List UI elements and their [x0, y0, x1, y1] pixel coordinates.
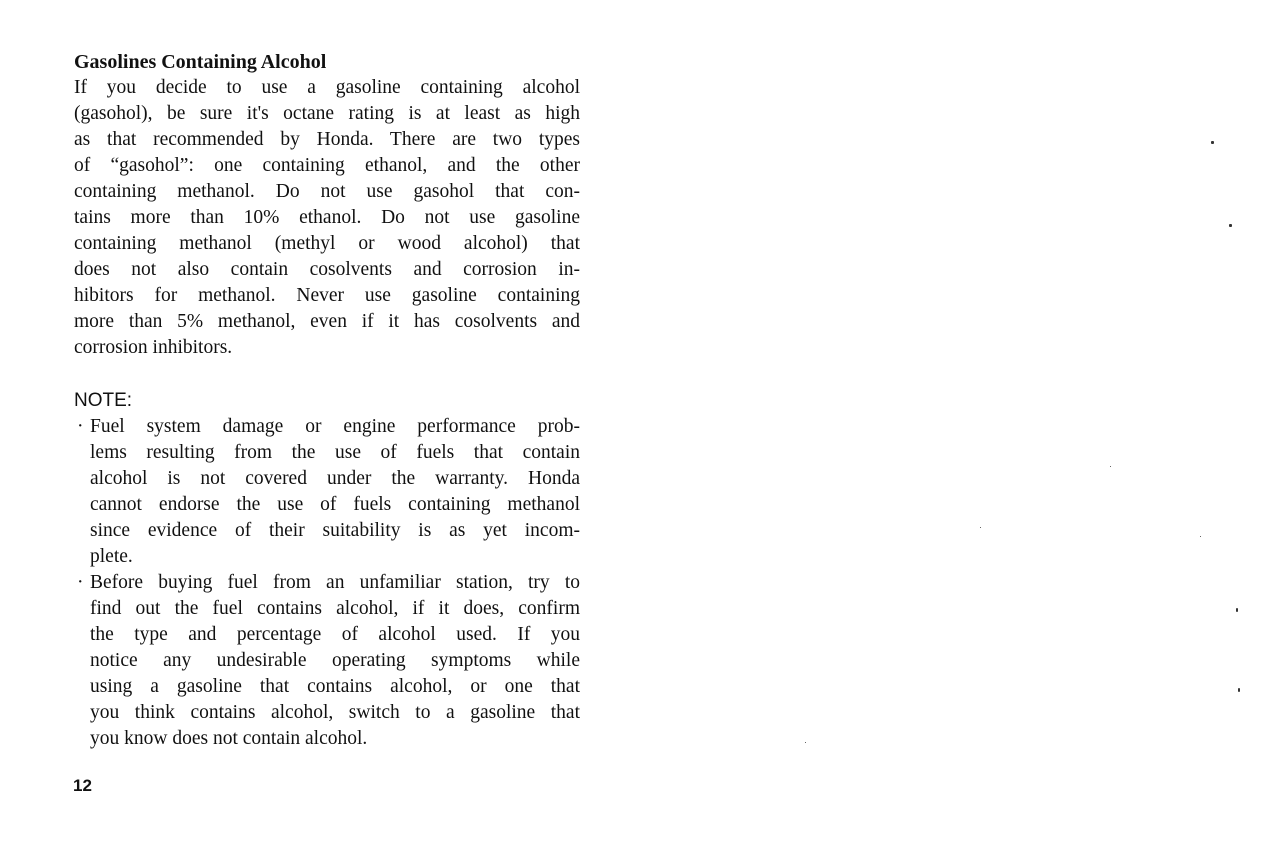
note-line: lems resulting from the use of fuels that contain [90, 442, 580, 463]
note-line: since evidence of their suitability is as yet incom- [90, 520, 580, 541]
scan-speck [1211, 141, 1214, 144]
bullet-dot-icon: · [77, 572, 84, 593]
scan-speck [1229, 224, 1232, 227]
paragraph-line: (gasohol), be sure it's octane rating is at least as high [74, 103, 580, 124]
note-list [74, 414, 580, 752]
paragraph-line: containing methanol (methyl or wood alcohol) that [74, 233, 580, 254]
note-line: Fuel system damage or engine performance prob- [90, 416, 580, 437]
scan-speck [1200, 536, 1201, 537]
paragraph-line: as that recommended by Honda. There are two types [74, 129, 580, 150]
note-item [74, 570, 580, 752]
paragraph-line: tains more than 10% ethanol. Do not use gasoline [74, 207, 580, 228]
section-paragraph [74, 75, 580, 361]
note-title: NOTE: [74, 390, 133, 411]
paragraph-line: hibitors for methanol. Never use gasoline containing [74, 285, 580, 306]
note-line: plete. [90, 546, 133, 567]
paragraph-line: of “gasohol”: one containing ethanol, and the other [74, 155, 580, 176]
paragraph-line: corrosion inhibitors. [74, 337, 233, 358]
note-line: find out the fuel contains alcohol, if it does, confirm [90, 598, 580, 619]
bullet-dot-icon: · [77, 416, 84, 437]
scan-speck [805, 742, 806, 743]
note-line: Before buying fuel from an unfamiliar station, try to [90, 572, 580, 593]
paragraph-line: more than 5% methanol, even if it has cosolvents and [74, 311, 580, 332]
note-line: notice any undesirable operating symptoms while [90, 650, 580, 671]
paragraph-line: If you decide to use a gasoline containing alcohol [74, 77, 580, 98]
paragraph-line: does not also contain cosolvents and corrosion in- [74, 259, 580, 280]
note-line: you know does not contain alcohol. [90, 728, 368, 749]
scan-speck [1238, 688, 1240, 692]
page-number: 12 [73, 776, 92, 795]
note-line: using a gasoline that contains alcohol, or one that [90, 676, 580, 697]
note-line: cannot endorse the use of fuels containing methanol [90, 494, 580, 515]
scan-speck [1236, 608, 1238, 612]
section-heading: Gasolines Containing Alcohol [74, 51, 327, 73]
note-line: alcohol is not covered under the warranty. Honda [90, 468, 580, 489]
note-item [74, 414, 580, 570]
scan-speck [980, 527, 981, 528]
note-line: you think contains alcohol, switch to a gasoline that [90, 702, 580, 723]
paragraph-line: containing methanol. Do not use gasohol that con- [74, 181, 580, 202]
note-line: the type and percentage of alcohol used. If you [90, 624, 580, 645]
scan-speck [1110, 466, 1111, 467]
page-content-column [74, 49, 580, 752]
